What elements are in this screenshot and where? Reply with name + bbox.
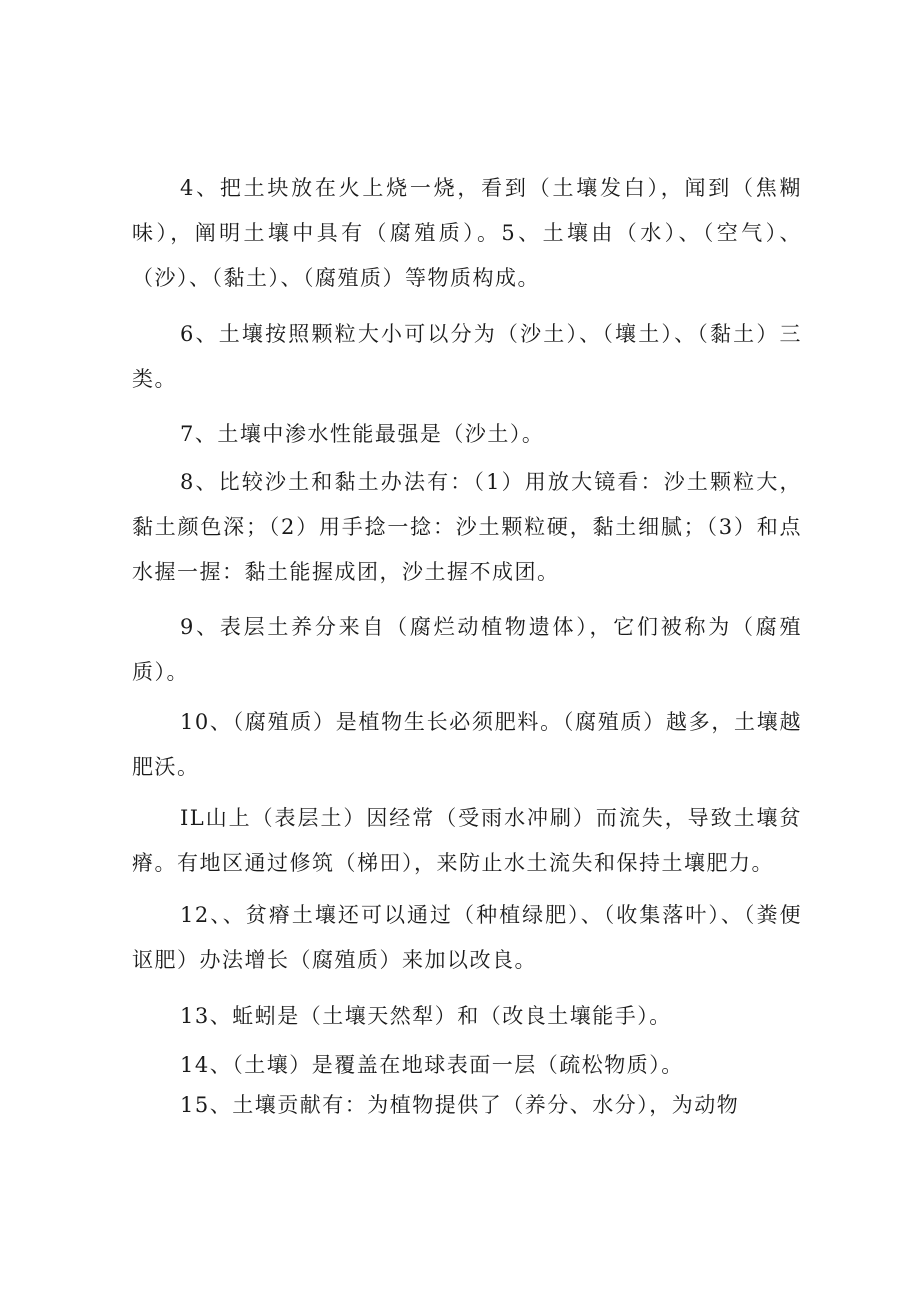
paragraph-item-14: 14、（土壤）是覆盖在地球表面一层（疏松物质）。 (180, 1053, 684, 1077)
paragraph-item-15: 15、土壤贡献有：为植物提供了（养分、水分），为动物 (180, 1093, 740, 1117)
paragraph-item-9: 9、表层土养分来自（腐烂动植物遗体），它们被称为（腐殖质）。 (132, 615, 802, 684)
paragraph-item-7: 7、土壤中渗水性能最强是（沙土）。 (180, 422, 545, 446)
paragraph-item-13: 13、蚯蚓是（土壤天然犁）和（改良土壤能手）。 (180, 1004, 672, 1028)
paragraph-item-6: 6、土壤按照颗粒大小可以分为（沙土）、（壤土）、（黏土）三类。 (132, 322, 802, 391)
paragraph-item-12: 12、、贫瘠土壤还可以通过（种植绿肥）、（收集落叶）、（粪便讴肥）办法增长（腐殖质）来加以改良。 (132, 903, 802, 972)
paragraph-item-4: 4、把土块放在火上烧一烧，看到（土壤发白），闻到（焦糊味），阐明土壤中具有（腐殖质）。5、土壤由（水）、（空气）、（沙）、（黏土）、（腐殖质）等物质构成。 (132, 176, 802, 290)
paragraph-item-11: IL山上（表层土）因经常（受雨水冲刷）而流失，导致土壤贫瘠。有地区通过修筑（梯田），来防止水土流失和保持土壤肥力。 (132, 806, 802, 875)
paragraph-item-8: 8、比较沙土和黏土办法有：（1）用放大镜看：沙土颗粒大，黏土颜色深；（2）用手捻一捻：沙土颗粒硬，黏土细腻；（3）和点水握一握：黏土能握成团，沙土握不成团。 (132, 470, 802, 584)
paragraph-item-10: 10、（腐殖质）是植物生长必须肥料。（腐殖质）越多，土壤越肥沃。 (132, 710, 802, 779)
